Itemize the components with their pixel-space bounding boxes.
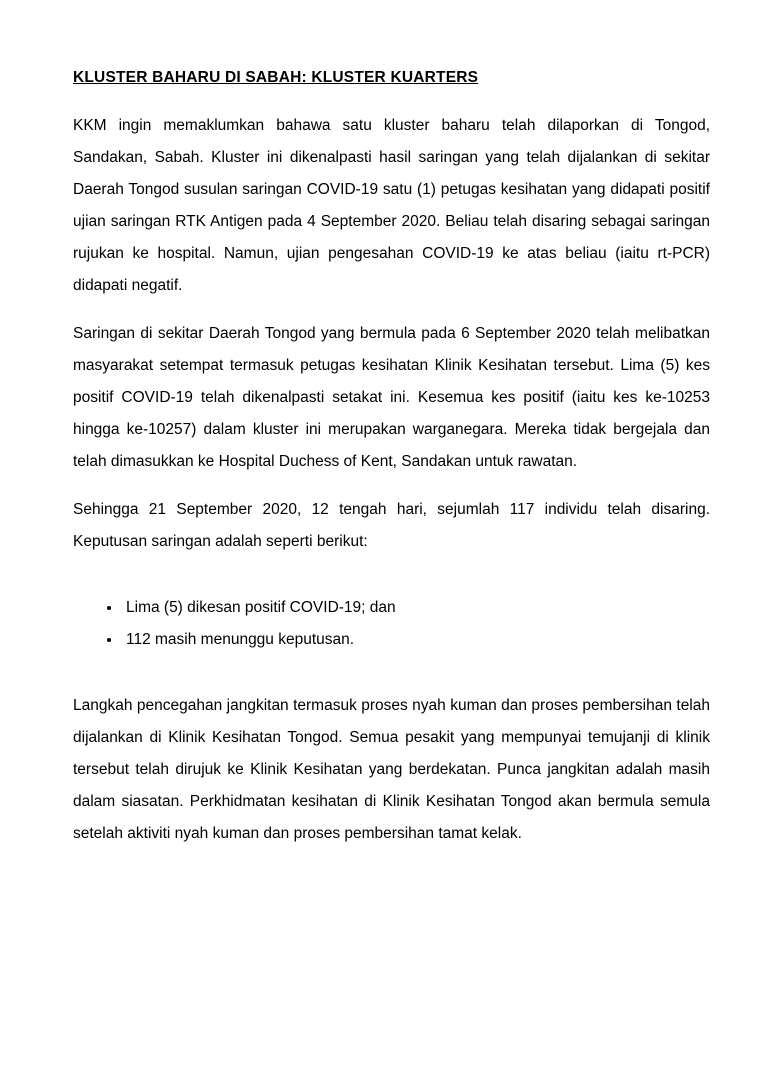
document-title: KLUSTER BAHARU DI SABAH: KLUSTER KUARTERS — [73, 69, 479, 86]
screening-results-list — [73, 592, 710, 656]
paragraph-screening-details: Saringan di sekitar Daerah Tongod yang bermula pada 6 September 2020 telah melibatkan masyarakat setempat termasuk petugas kesihatan Klinik Kesihatan tersebut. Lima (5) kes positif COVID-19 telah dikenalpasti setakat ini. Kesemua kes positif (iaitu kes ke-10253 hingga ke-10257) dalam kluster ini merupakan warganegara. Mereka tidak bergejala dan telah dimasukkan ke Hospital Duchess of Kent, Sandakan untuk rawatan. — [73, 325, 710, 470]
list-item-pending-results: • 112 masih menunggu keputusan. — [122, 624, 710, 656]
list-item-positive-cases: • Lima (5) dikesan positif COVID-19; dan — [122, 592, 710, 624]
paragraph-cluster-intro: KKM ingin memaklumkan bahawa satu kluster baharu telah dilaporkan di Tongod, Sandakan, Sabah. Kluster ini dikenalpasti hasil saringan yang telah dijalankan di sekitar Daerah Tongod susulan saringan COVID-19 satu (1) petugas kesihatan yang didapati positif ujian saringan RTK Antigen pada 4 September 2020. Beliau telah disaring sebagai saringan rujukan ke hospital. Namun, ujian pengesahan COVID-19 ke atas beliau (iaitu rt-PCR) didapati negatif. — [73, 117, 710, 294]
paragraph-screening-summary: Sehingga 21 September 2020, 12 tengah hari, sejumlah 117 individu telah disaring. Keputusan saringan adalah seperti berikut: — [73, 501, 710, 550]
paragraph-prevention-measures: Langkah pencegahan jangkitan termasuk proses nyah kuman dan proses pembersihan telah dijalankan di Klinik Kesihatan Tongod. Semua pesakit yang mempunyai temujanji di klinik tersebut telah dirujuk ke Klinik Kesihatan yang berdekatan. Punca jangkitan adalah masih dalam siasatan. Perkhidmatan kesihatan di Klinik Kesihatan Tongod akan bermula semula setelah aktiviti nyah kuman dan proses pembersihan tamat kelak. — [73, 697, 710, 842]
